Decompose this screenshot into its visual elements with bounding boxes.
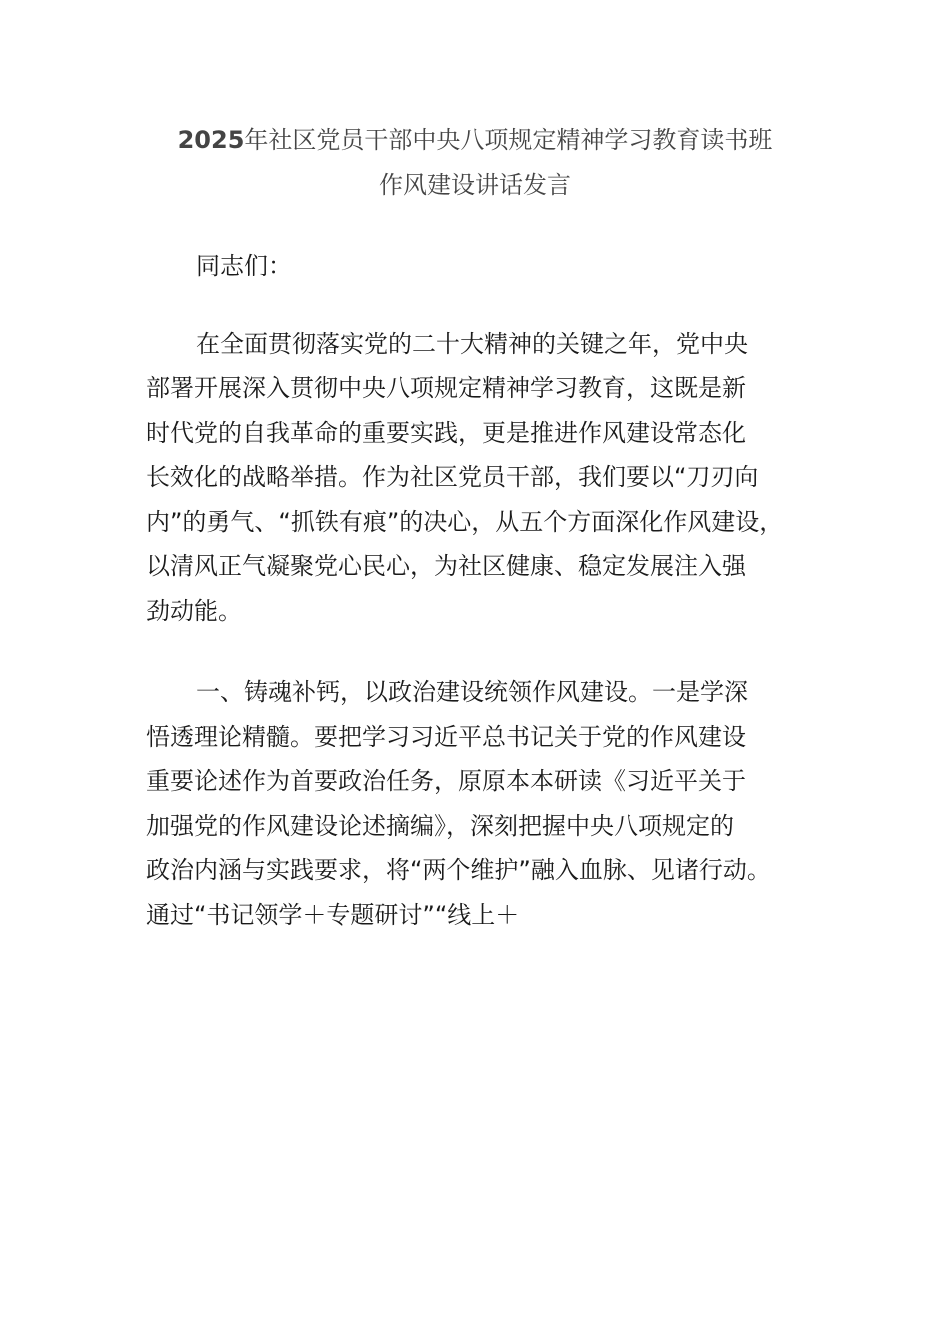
salutation: 同志们： (196, 252, 292, 280)
title-line-1-text: 年社区党员干部中央八项规定精神学习教育读书班 (244, 126, 773, 154)
paragraph-2-line: 通过“书记领学＋专题研讨”“线上＋ (146, 901, 520, 929)
paragraph-2-line: 一、铸魂补钙，以政治建设统领作风建设。一是学深 (196, 678, 748, 706)
paragraph-1-line: 以清风正气凝聚党心民心，为社区健康、稳定发展注入强 (146, 552, 746, 580)
paragraph-1-line: 劲动能。 (146, 597, 242, 625)
paragraph-1-line: 长效化的战略举措。作为社区党员干部，我们要以“刀刃向 (146, 463, 759, 491)
document-title-line-1 (0, 118, 950, 162)
paragraph-2-line: 悟透理论精髓。要把学习习近平总书记关于党的作风建设 (146, 723, 746, 751)
paragraph-1-line: 内”的勇气、“抓铁有痕”的决心，从五个方面深化作风建设， (146, 508, 784, 536)
paragraph-1-line: 部署开展深入贯彻中央八项规定精神学习教育，这既是新 (146, 374, 746, 402)
paragraph-1-line: 在全面贯彻落实党的二十大精神的关键之年，党中央 (196, 330, 748, 358)
paragraph-1-line: 时代党的自我革命的重要实践，更是推进作风建设常态化 (146, 419, 746, 447)
document-title-line-2: 作风建设讲话发言 (379, 171, 571, 199)
paragraph-2-line: 加强党的作风建设论述摘编》，深刻把握中央八项规定的 (146, 812, 734, 840)
paragraph-2-line: 重要论述作为首要政治任务，原原本本研读《习近平关于 (146, 767, 746, 795)
title-year: 2025 (177, 126, 245, 154)
paragraph-2-line: 政治内涵与实践要求，将“两个维护”融入血脉、见诸行动。 (146, 856, 771, 884)
